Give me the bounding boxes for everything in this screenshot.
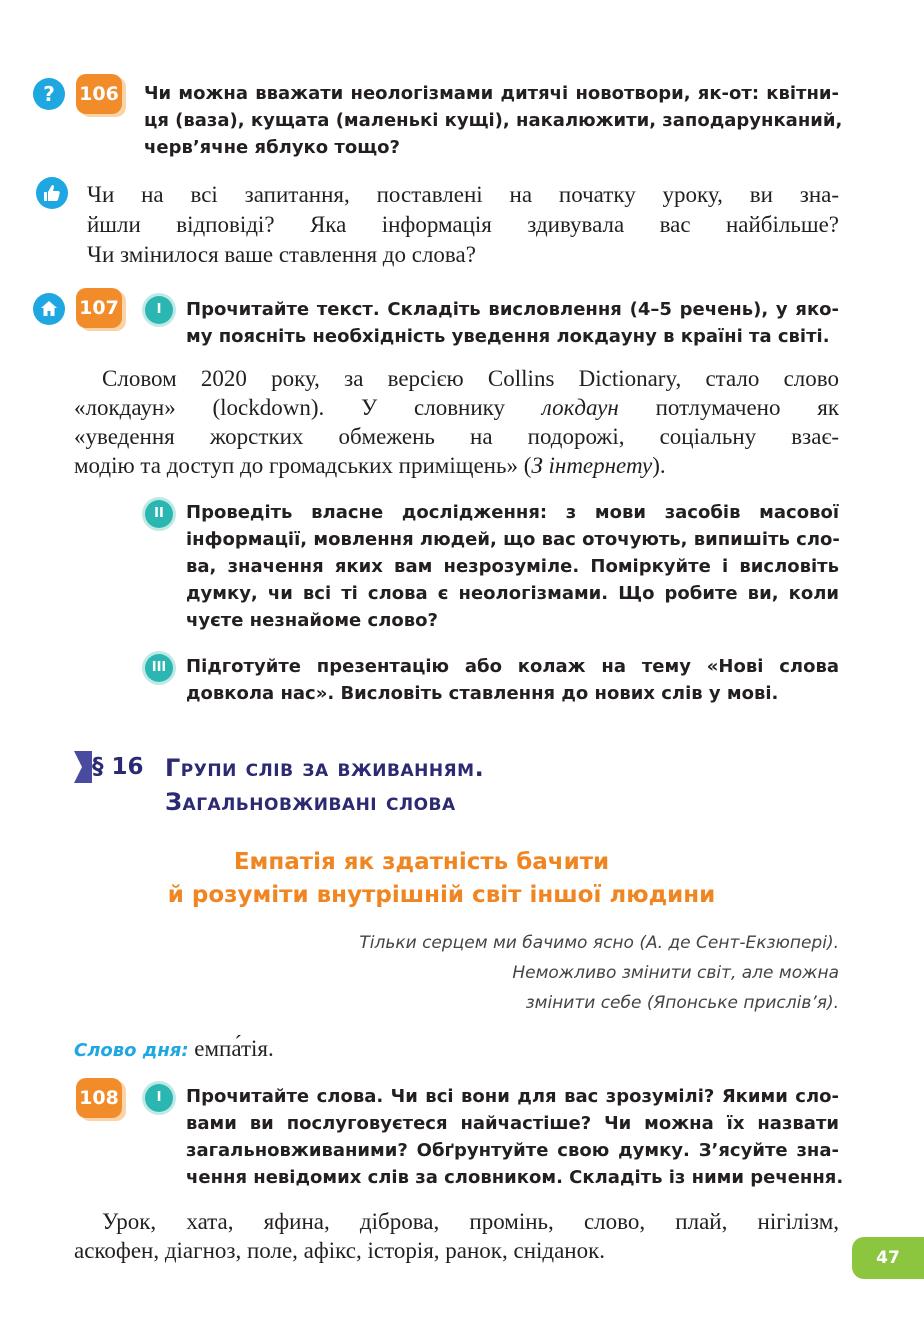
task-line: Підготуйте презентацію або колаж на тему «Нові слова (186, 656, 839, 677)
level-2-badge: II (145, 500, 173, 528)
task-line: Чи можна вважати неологізмами дитячі новотвори, як-от: квітни- (144, 83, 839, 104)
lesson-heading-line-2: й розуміти внутрішній світ іншої людини (167, 882, 716, 908)
epigraph-line: Тільки серцем ми бачимо ясно (А. де Сент-Екзюпері). (359, 933, 839, 953)
task-107-level-3-text (186, 653, 839, 707)
lesson-heading-line-1: Емпатія як здатність бачити (233, 849, 610, 875)
level-3-badge: III (145, 654, 173, 682)
page-number: 47 (852, 1237, 924, 1279)
task-line: ва, значення яких вам незрозуміле. Поміркуйте і висловіть (186, 556, 839, 577)
section-flag-icon (74, 751, 92, 783)
section-number: § 16 (92, 754, 144, 780)
task-line: му поясніть необхідність уведення локдауну в країні та світі. (186, 326, 830, 347)
home-icon (33, 293, 65, 325)
task-line: ця (ваза), кущата (маленькі кущі), накалюжити, заподарунканий, (144, 110, 843, 131)
reflection-text (87, 180, 839, 270)
task-line: довкола нас». Висловіть ставлення до нових слів у мові. (186, 683, 779, 704)
level-1-badge: I (145, 296, 173, 324)
text-line: «уведення жорстких обмежень на подорожі, соціальну взає- (74, 424, 839, 449)
word-of-day-label: Слово дня: (74, 1040, 189, 1061)
exercise-number-106: 106 (76, 74, 122, 114)
task-106-text (144, 80, 843, 161)
epigraph (300, 928, 839, 1018)
section-title-line-2: Загальновживані слова (165, 788, 456, 816)
task-line: загальновживаними? Обґрунтуйте свою думку. З’ясуйте зна- (186, 1140, 839, 1161)
thumbs-up-icon (36, 177, 68, 209)
task-108-text (186, 1083, 844, 1191)
lesson-heading (74, 846, 839, 912)
word-list (74, 1207, 839, 1265)
task-line: Проведіть власне дослідження: з мови засобів масової (186, 502, 839, 523)
task-line: Прочитайте текст. Складіть висловлення (4–5 речень), у яко- (186, 299, 839, 320)
text-line: йшли відповіді? Яка інформація здивувала вас найбільше? (87, 212, 839, 237)
section-title-line-1: Групи слів за вживанням. (165, 754, 485, 782)
section-title (165, 751, 484, 819)
text-line: Урок, хата, яфина, діброва, промінь, слово, плай, нігілізм, (102, 1209, 839, 1234)
text-line: Чи змінилося ваше ставлення до слова? (87, 242, 476, 267)
lockdown-text (74, 364, 839, 480)
task-107-level-2-text (186, 499, 839, 634)
text-line: модію та доступ до громадських приміщень» (З інтернету). (74, 453, 666, 478)
task-line: Прочитайте слова. Чи всі вони для вас зрозумілі? Якими сло- (186, 1086, 839, 1107)
epigraph-line: змінити себе (Японське прислів’я). (525, 993, 839, 1013)
word-of-day-value: емпа́тія. (188, 1036, 274, 1061)
epigraph-line: Неможливо змінити світ, але можна (512, 963, 839, 983)
text-line: «локдаун» (lockdown). У словнику локдаун потлумачено як (74, 395, 839, 420)
task-107-level-1-text (186, 296, 839, 350)
task-line: думку, чи всі ті слова є неологізмами. Що робите ви, коли (186, 583, 839, 604)
level-1-badge: I (145, 1084, 173, 1112)
text-line: Словом 2020 року, за версією Collins Dictionary, стало слово (102, 366, 839, 391)
section-marker (74, 751, 144, 783)
task-line: чення невідомих слів за словником. Складіть із ними речення. (186, 1167, 844, 1188)
task-line: інформації, мовлення людей, що вас оточують, випишіть сло- (186, 529, 840, 550)
text-line: Чи на всі запитання, поставлені на початку уроку, ви зна- (87, 182, 839, 207)
exercise-number-108: 108 (76, 1078, 122, 1118)
task-line: вами ви послуговуєтеся найчастіше? Чи можна їх назвати (186, 1113, 839, 1134)
exercise-number-107: 107 (76, 288, 122, 328)
task-line: чуєте незнайоме слово? (186, 610, 438, 631)
word-of-day (74, 1034, 274, 1063)
task-line: черв’ячне яблуко тощо? (144, 137, 400, 158)
text-line: аскофен, діагноз, поле, афікс, історія, ранок, сніданок. (74, 1238, 606, 1263)
question-icon: ? (33, 78, 65, 110)
